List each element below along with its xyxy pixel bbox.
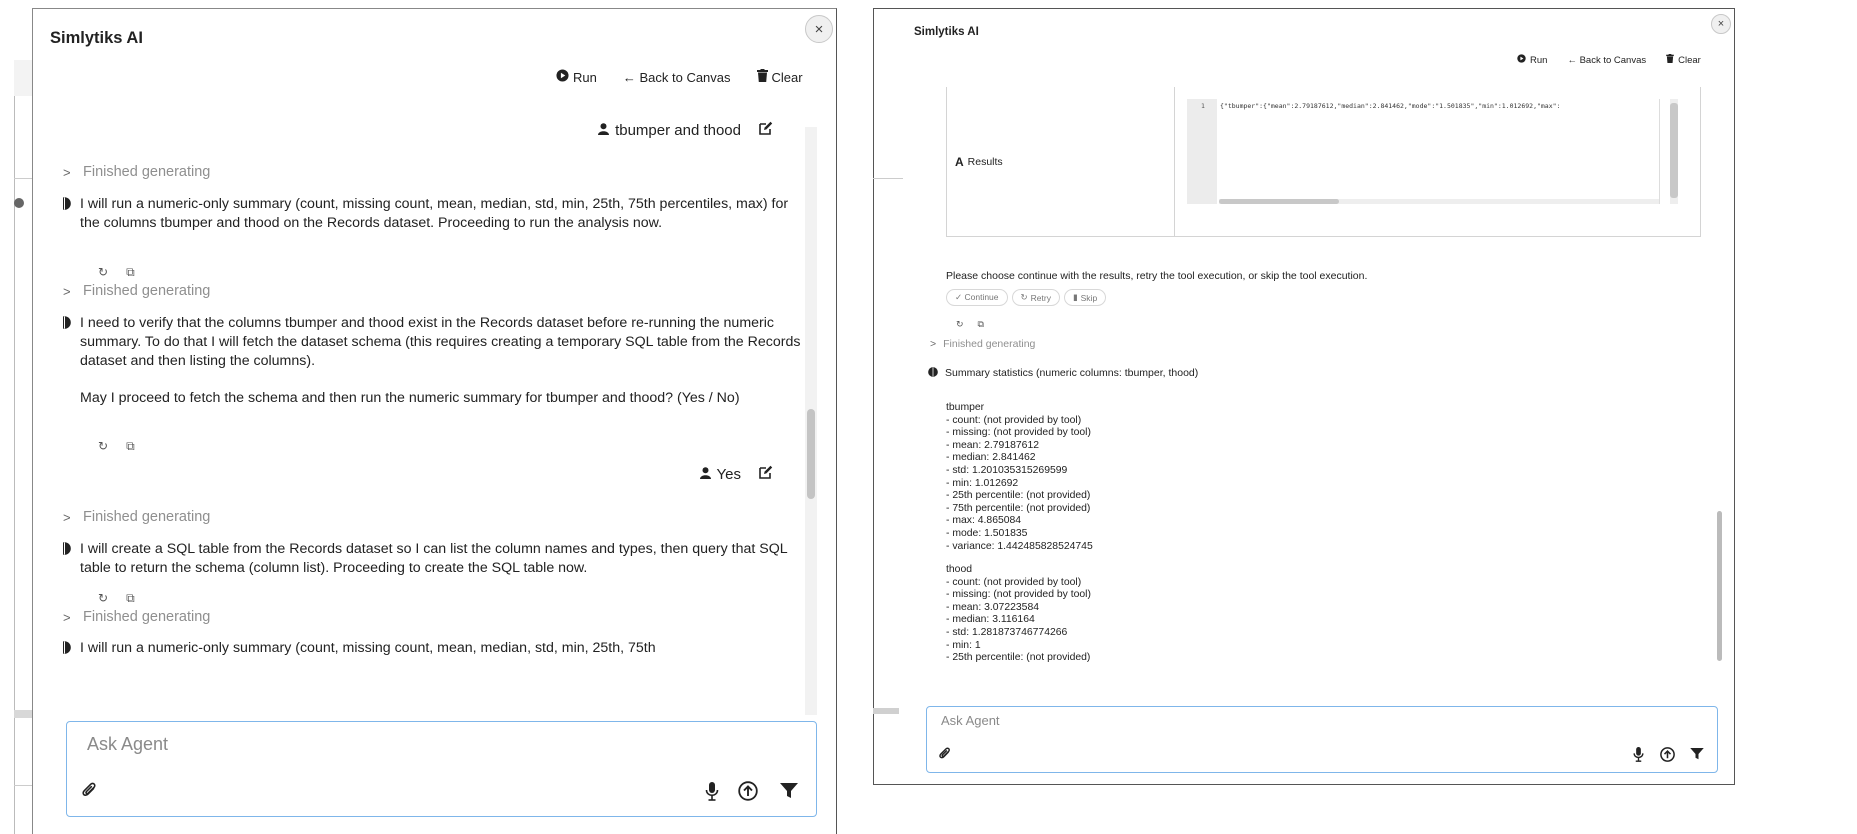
run-label: Run — [1530, 54, 1548, 66]
results-label: Results — [967, 156, 1003, 168]
stat-line: thood — [946, 564, 973, 575]
edit-icon[interactable] — [759, 465, 773, 483]
agent-message — [63, 195, 803, 233]
copy-icon[interactable]: ⧉ — [126, 591, 135, 605]
agent-message-text — [80, 314, 803, 408]
conversation-scrollbar[interactable] — [805, 127, 817, 715]
stat-line: - median: 3.116164 — [946, 614, 1035, 626]
copy-icon[interactable]: ⧉ — [126, 439, 135, 453]
upload-circle-icon[interactable] — [737, 780, 759, 802]
code-gutter — [1187, 99, 1217, 204]
chevron-right-icon: > — [63, 164, 71, 180]
stat-line: - variance: 1.442485828524745 — [946, 540, 1093, 552]
microphone-icon[interactable] — [1630, 745, 1646, 763]
background-app-band — [14, 710, 32, 718]
finished-label: Finished generating — [83, 509, 211, 525]
stat-line: - 75th percentile: (not provided) — [946, 502, 1091, 514]
code-v-scrollbar[interactable] — [1670, 99, 1678, 204]
user-message-text: Yes — [716, 465, 741, 483]
clear-button[interactable] — [757, 69, 803, 85]
brain-icon — [928, 367, 938, 380]
stat-line: - mean: 2.79187612 — [946, 439, 1040, 451]
copy-icon[interactable]: ⧉ — [126, 265, 135, 279]
trash-icon — [757, 69, 768, 85]
dialog-toolbar — [1517, 54, 1701, 66]
stat-line: - median: 2.841462 — [946, 452, 1036, 464]
stats-scroll[interactable] — [946, 394, 1686, 711]
agent-message — [63, 639, 803, 660]
stat-line: - max: 4.865084 — [946, 515, 1022, 527]
back-to-canvas-label: ← Back to Canvas — [622, 69, 731, 85]
stat-line: - mean: 3.07223584 — [946, 601, 1040, 613]
brain-icon — [63, 195, 80, 233]
message-actions — [63, 439, 135, 454]
agent-message-text: I will create a SQL table from the Records dataset so I can list the column names and types, then query that SQL table to return the schema (column list). Proceeding to create the SQL table now. — [80, 541, 788, 576]
tool-prompt: Please choose continue with the results, retry the tool execution, or skip the tool execution. — [946, 270, 1368, 282]
user-message — [63, 465, 803, 483]
back-to-canvas-button[interactable] — [1567, 55, 1646, 66]
retry-icon[interactable]: ↻ — [98, 591, 109, 605]
ask-agent-box — [926, 706, 1718, 773]
dialog-title: Simlytiks AI — [50, 29, 143, 47]
back-to-canvas-label: ← Back to Canvas — [1567, 54, 1647, 66]
ask-agent-box — [66, 721, 817, 817]
tool-choice-chips — [946, 289, 1110, 306]
trash-icon — [1666, 54, 1674, 66]
finished-generating-toggle[interactable] — [63, 509, 210, 525]
finished-generating-toggle[interactable] — [930, 338, 1035, 350]
close-button[interactable] — [1711, 14, 1731, 34]
scrollbar-thumb[interactable] — [807, 409, 815, 499]
retry-button[interactable] — [1012, 289, 1060, 306]
results-code-viewer[interactable] — [1187, 99, 1689, 204]
clear-label: Clear — [1678, 54, 1701, 66]
retry-icon[interactable]: ↻ — [98, 439, 109, 453]
close-icon: × — [814, 20, 824, 38]
finished-generating-toggle[interactable] — [63, 283, 210, 299]
stat-line: - min: 1.012692 — [946, 477, 1019, 489]
continue-button[interactable]: ✓ Continue — [946, 289, 1008, 306]
play-circle-icon — [1517, 54, 1526, 66]
stat-line: - std: 1.281873746774266 — [946, 626, 1068, 638]
skip-label: Skip — [1080, 292, 1098, 303]
chevron-right-icon: > — [63, 283, 71, 299]
close-icon: × — [1717, 18, 1725, 30]
background-app-band — [14, 178, 32, 179]
stat-line: tbumper — [946, 402, 985, 413]
left-chat-dialog — [32, 8, 837, 834]
scrollbar-thumb[interactable] — [1717, 511, 1722, 661]
results-table — [946, 87, 1701, 237]
play-circle-icon — [556, 69, 569, 85]
stat-line: - 25th percentile: (not provided) — [946, 652, 1091, 664]
user-icon — [700, 466, 711, 483]
back-to-canvas-button[interactable] — [623, 70, 731, 85]
stat-line: - missing: (not provided by tool) — [946, 589, 1091, 601]
text-format-icon: A — [955, 155, 964, 169]
finished-label: Finished generating — [83, 283, 211, 299]
conversation-scrollbar[interactable] — [1716, 79, 1724, 711]
code-h-scrollbar[interactable] — [1219, 199, 1659, 204]
paperclip-icon[interactable] — [79, 780, 99, 800]
paperclip-icon[interactable] — [937, 745, 953, 761]
thood-stats — [946, 564, 1091, 665]
tbumper-stats — [946, 402, 1093, 553]
chevron-right-icon: > — [63, 509, 71, 525]
run-button[interactable] — [556, 69, 597, 85]
user-icon — [598, 122, 609, 139]
dialog-toolbar — [556, 69, 803, 85]
finished-generating-toggle[interactable] — [63, 609, 210, 625]
filter-icon[interactable] — [779, 781, 799, 801]
code-line-number: 1 — [1201, 102, 1205, 110]
stat-line: - min: 1 — [946, 639, 981, 651]
conversation-scroll[interactable] — [63, 109, 803, 709]
finished-generating-toggle[interactable] — [63, 164, 210, 180]
dialog-title: Simlytiks AI — [914, 26, 979, 38]
user-message — [63, 121, 803, 139]
brain-icon — [63, 540, 80, 578]
trash-icon: ▮ — [1072, 292, 1078, 302]
message-actions — [63, 591, 135, 606]
results-label-cell — [947, 87, 1175, 237]
run-label: Run — [573, 69, 597, 85]
scrollbar-thumb[interactable] — [1670, 103, 1678, 198]
agent-message — [63, 314, 803, 408]
background-app-band — [873, 708, 899, 714]
microphone-icon[interactable] — [702, 780, 722, 802]
agent-message-text: I will run a numeric-only summary (count, missing count, mean, median, std, min, 25th, 75th percentiles, max) for the columns tbumper and thood on the Records dataset. Proceeding to run the analysis now. — [80, 196, 789, 231]
stat-line: - missing: (not provided by tool) — [946, 427, 1091, 439]
skip-button[interactable] — [1064, 289, 1106, 306]
ask-agent-input[interactable] — [941, 709, 1641, 731]
agent-message-text: I will run a numeric-only summary (count, missing count, mean, median, std, min, 25th, 75th — [80, 640, 656, 656]
background-app-band — [14, 60, 32, 96]
run-button[interactable] — [1517, 54, 1547, 66]
summary-title: Summary statistics (numeric columns: tbumper, thood) — [945, 367, 1199, 379]
retry-label: Retry — [1030, 292, 1051, 303]
message-actions — [956, 319, 984, 330]
stat-line: - mode: 1.501835 — [946, 527, 1028, 539]
background-app-marker — [14, 198, 24, 208]
chevron-right-icon: > — [63, 609, 71, 625]
right-chat-dialog — [873, 8, 1735, 785]
retry-icon[interactable]: ↻ — [956, 319, 964, 329]
close-button[interactable] — [805, 15, 833, 43]
stat-line: - count: (not provided by tool) — [946, 576, 1082, 588]
code-line: {"tbumper":{"mean":2.79187612,"median":2.841462,"mode":"1.501835","min":1.012692,"max": — [1220, 102, 1561, 110]
clear-button[interactable] — [1666, 54, 1701, 66]
ask-agent-input[interactable] — [87, 730, 787, 758]
agent-message — [63, 540, 803, 578]
finished-label: Finished generating — [943, 338, 1036, 350]
brain-icon — [63, 639, 80, 660]
scrollbar-thumb[interactable] — [1219, 199, 1339, 204]
upload-circle-icon[interactable] — [1658, 745, 1676, 763]
message-actions — [63, 265, 135, 280]
stat-line: - std: 1.201035315269599 — [946, 464, 1068, 476]
chevron-right-icon: > — [930, 338, 937, 350]
copy-icon[interactable]: ⧉ — [977, 319, 984, 329]
stat-line: - 25th percentile: (not provided) — [946, 490, 1091, 502]
edit-icon[interactable] — [759, 121, 773, 139]
filter-icon[interactable] — [1689, 746, 1705, 762]
background-app-band — [14, 785, 32, 786]
agent-message-paragraph: I need to verify that the columns tbumper and thood exist in the Records dataset before re-running the numeric summary. To do that I will fetch the dataset schema (this requires creating a temporary SQL table from the Records dataset and then listing the columns). — [80, 315, 801, 369]
user-message-text: tbumper and thood — [615, 121, 741, 139]
code-margin-line — [1659, 99, 1660, 204]
finished-label: Finished generating — [83, 164, 211, 180]
stat-line: - count: (not provided by tool) — [946, 414, 1082, 426]
retry-icon[interactable]: ↻ — [98, 265, 109, 279]
finished-label: Finished generating — [83, 609, 211, 625]
clear-label: Clear — [771, 69, 803, 85]
brain-icon — [63, 314, 80, 408]
retry-icon: ↻ — [1020, 292, 1028, 302]
agent-message-paragraph: May I proceed to fetch the schema and then run the numeric summary for tbumper and thood? (Yes / No) — [80, 390, 740, 406]
summary-message — [928, 367, 1198, 380]
background-app-band — [873, 178, 903, 179]
